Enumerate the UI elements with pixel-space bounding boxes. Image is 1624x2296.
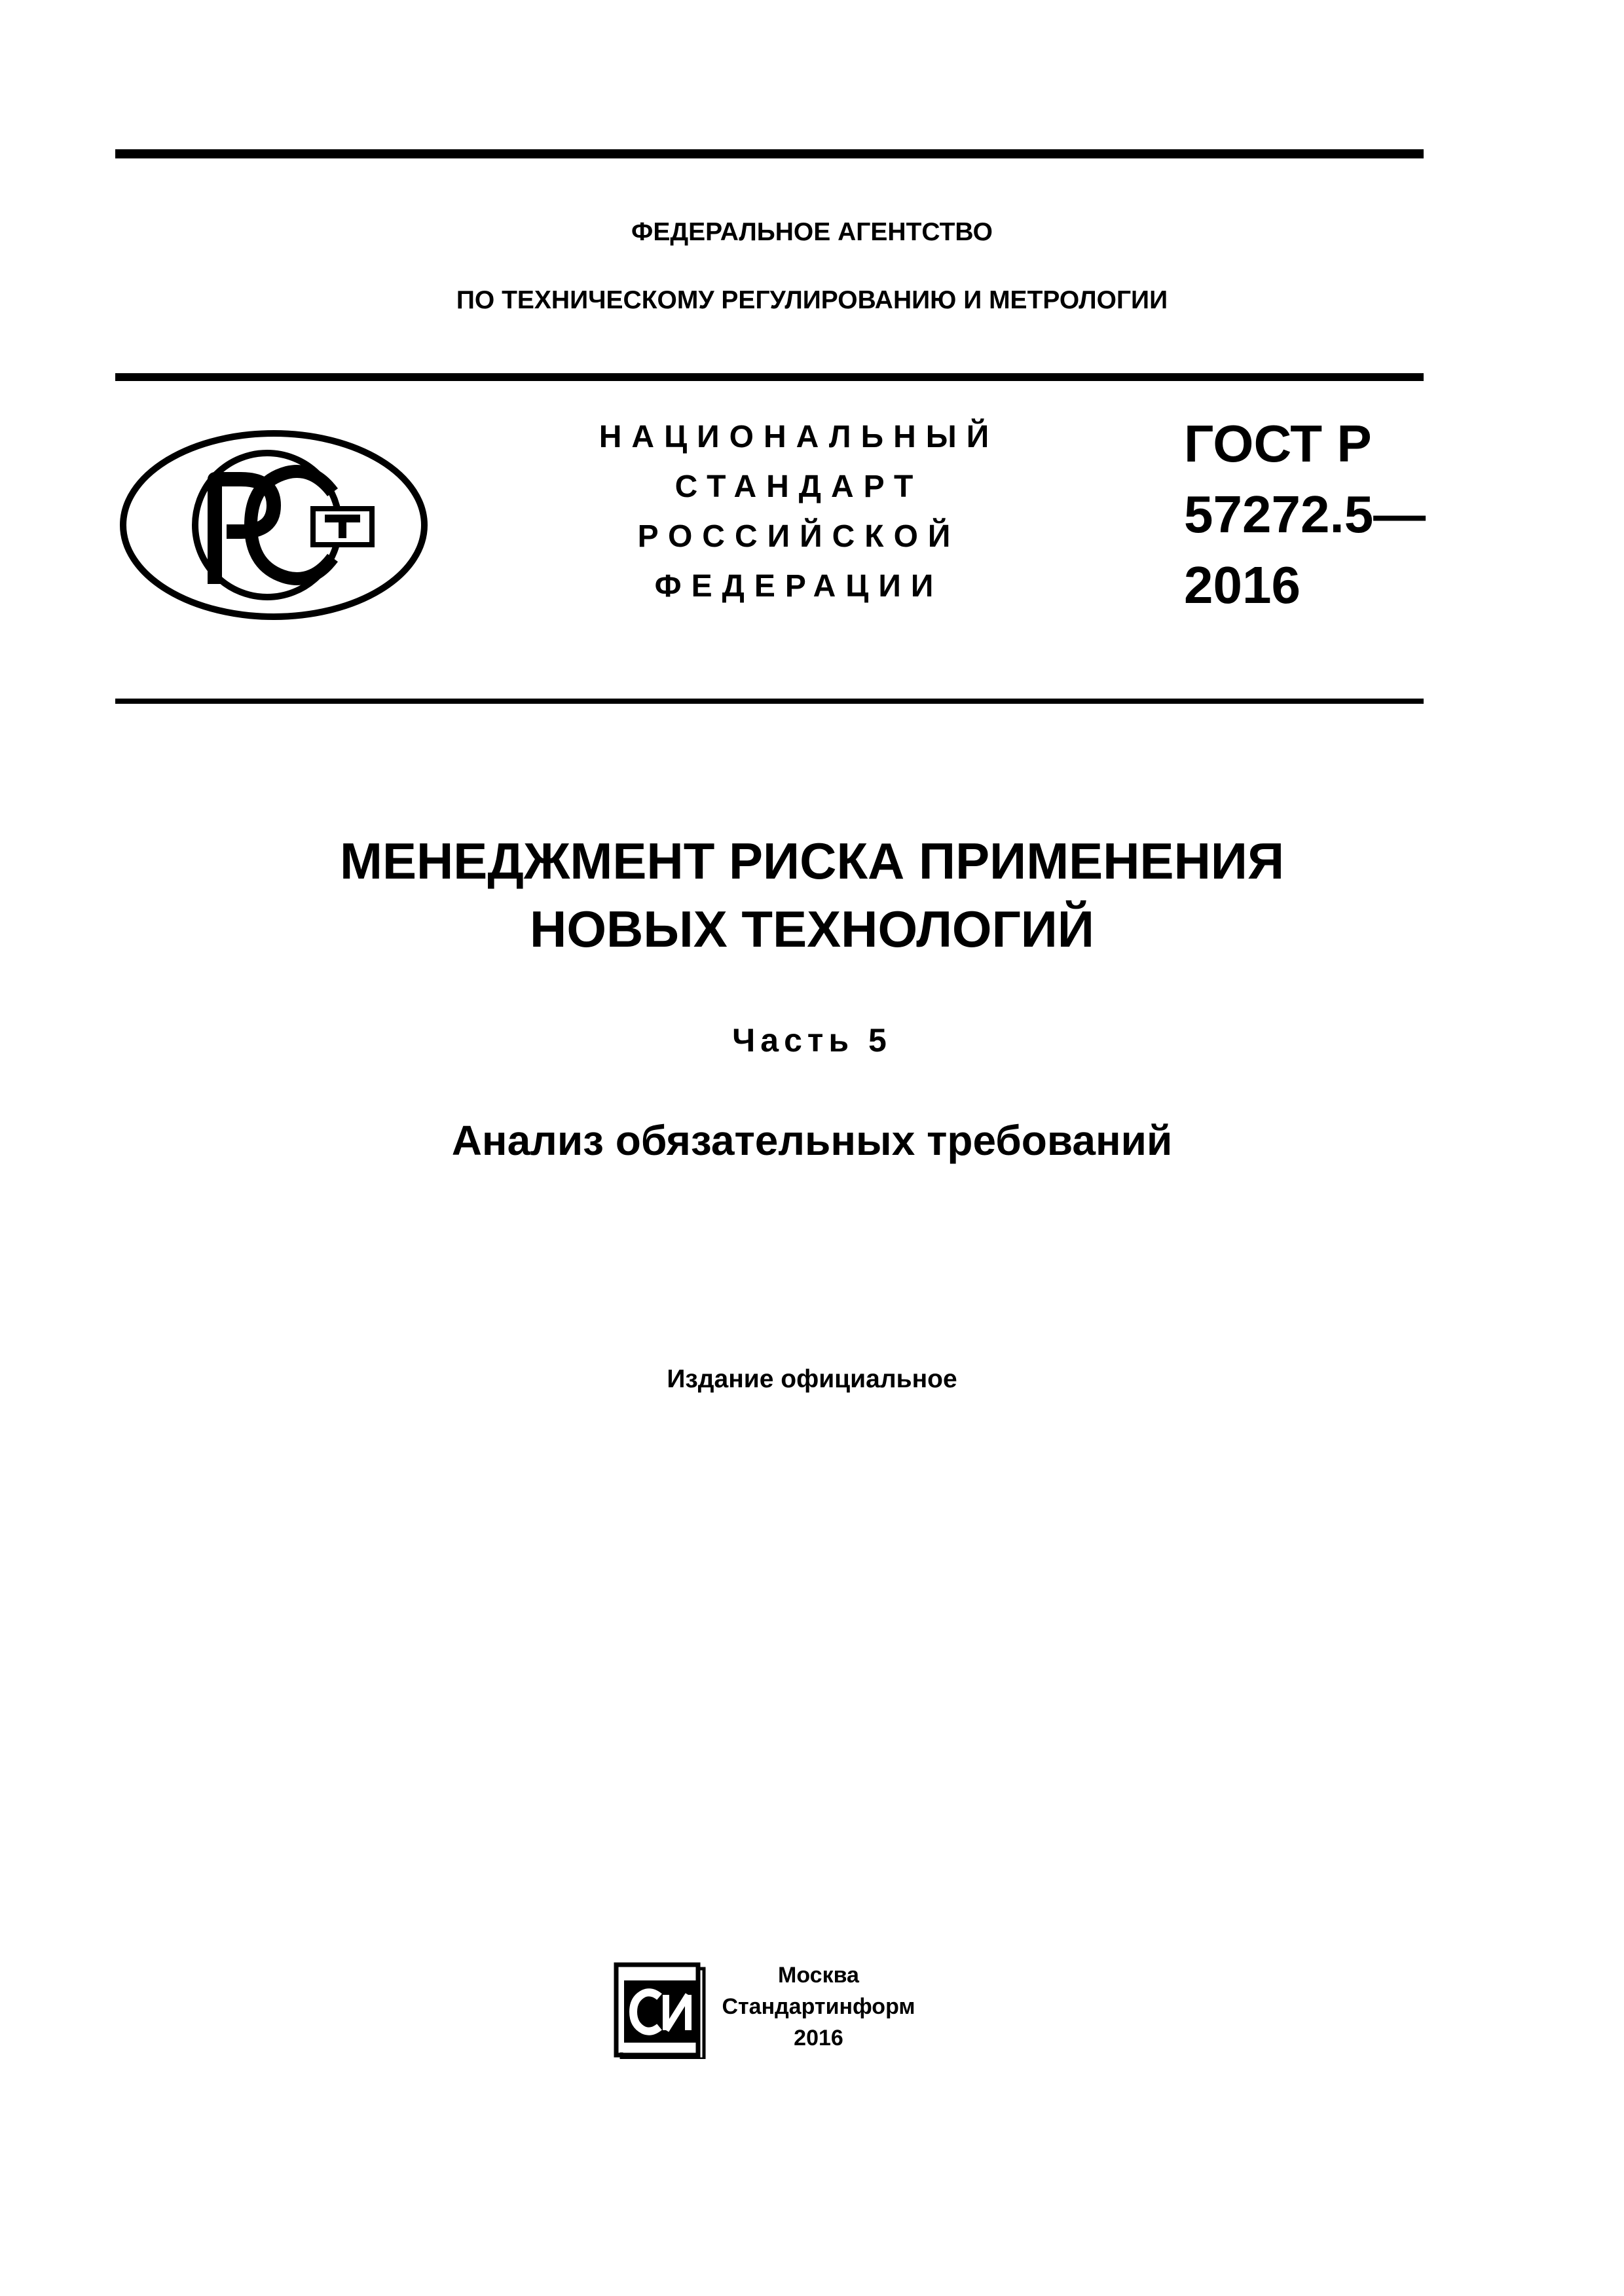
edition-note: Издание официальное — [667, 1365, 957, 1393]
agency-rule — [115, 373, 1424, 381]
agency-name-line1: ФЕДЕРАЛЬНОЕ АГЕНТСТВО — [631, 218, 993, 246]
header-rule — [115, 699, 1424, 704]
standard-kind-line2: СТАНДАРТ — [674, 469, 923, 504]
publisher-city: Москва — [778, 1963, 859, 1988]
standard-kind-line3: РОССИЙСКОЙ — [637, 519, 961, 554]
gost-r-logo — [117, 427, 431, 623]
document-title-line2: НОВЫХ ТЕХНОЛОГИЙ — [530, 900, 1094, 958]
document-title-line1: МЕНЕДЖМЕНТ РИСКА ПРИМЕНЕНИЯ — [339, 832, 1285, 890]
publisher-logo — [612, 1961, 707, 2059]
document-subtitle: Анализ обязательных требований — [451, 1117, 1173, 1164]
standard-kind-line1: НАЦИОНАЛЬНЫЙ — [599, 420, 999, 454]
gost-r-logo-icon — [117, 427, 431, 623]
document-part: Часть 5 — [732, 1022, 892, 1059]
publisher-logo-icon — [612, 1961, 707, 2059]
top-rule — [115, 149, 1424, 158]
standard-designation-line3: 2016 — [1184, 556, 1301, 614]
standard-designation-line1: ГОСТ Р — [1184, 414, 1372, 473]
agency-name-line2: ПО ТЕХНИЧЕСКОМУ РЕГУЛИРОВАНИЮ И МЕТРОЛОГИИ — [456, 286, 1168, 314]
standard-kind-line4: ФЕДЕРАЦИИ — [654, 569, 944, 604]
standard-designation-line2: 57272.5— — [1184, 485, 1426, 543]
publisher-year: 2016 — [794, 2026, 843, 2050]
publisher-name: Стандартинформ — [722, 1994, 915, 2019]
